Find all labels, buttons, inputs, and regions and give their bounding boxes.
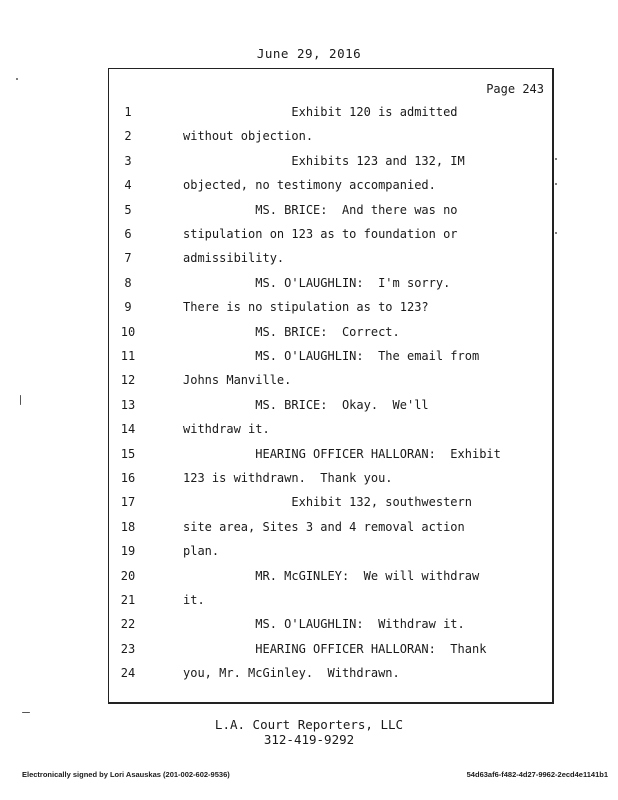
line-text: There is no stipulation as to 123? — [183, 300, 429, 315]
line-text: 123 is withdrawn. Thank you. — [183, 471, 393, 485]
line-number: 10 — [120, 324, 136, 339]
transcript-line — [109, 492, 555, 512]
transcript-line — [109, 395, 555, 415]
transcript-line — [109, 126, 555, 146]
line-number: 20 — [120, 568, 136, 583]
court-reporter-company: L.A. Court Reporters, LLC — [214, 717, 404, 732]
transcript-line — [109, 346, 555, 366]
line-number: 14 — [120, 422, 136, 437]
page-number: Page 243 — [486, 82, 544, 96]
line-text: MR. McGINLEY: We will withdraw — [183, 568, 480, 583]
transcript-line — [109, 175, 555, 195]
line-number: 13 — [120, 397, 136, 412]
scan-speck — [20, 395, 21, 405]
transcript-line — [109, 322, 555, 342]
line-text: Johns Manville. — [183, 373, 292, 388]
line-number: 9 — [124, 300, 132, 315]
transcript-line — [109, 273, 555, 293]
transcript-line — [109, 370, 555, 390]
line-number: 21 — [120, 593, 136, 607]
line-text: you, Mr. McGinley. Withdrawn. — [183, 666, 400, 681]
line-text: Exhibits 123 and 132, IM — [183, 153, 465, 168]
transcript-line — [109, 248, 555, 268]
transcript-line — [109, 297, 555, 317]
line-text: Exhibit 120 is admitted — [183, 105, 458, 119]
scan-speck — [555, 158, 557, 160]
transcript-line — [109, 468, 555, 488]
line-text: Exhibit 132, southwestern — [183, 495, 472, 510]
line-text: without objection. — [183, 129, 314, 144]
line-text: MS. O'LAUGHLIN: I'm sorry. — [183, 275, 451, 290]
document-hash: 54d63af6-f482-4d27-9962-2ecd4e1141b1 — [466, 770, 608, 779]
line-text: it. — [183, 593, 205, 607]
line-number: 5 — [124, 202, 132, 217]
transcript-line — [109, 444, 555, 464]
line-number: 16 — [120, 471, 136, 485]
transcript-line — [109, 639, 555, 659]
line-number: 11 — [120, 349, 136, 363]
line-number: 8 — [124, 275, 132, 290]
line-text: MS. O'LAUGHLIN: Withdraw it. — [183, 617, 465, 632]
line-number: 7 — [124, 251, 132, 266]
line-text: HEARING OFFICER HALLORAN: Exhibit — [183, 446, 501, 461]
line-text: MS. BRICE: And there was no — [183, 202, 458, 217]
line-text: admissibility. — [183, 251, 285, 266]
transcript-line — [109, 566, 555, 586]
transcript-line — [109, 614, 555, 634]
line-number: 3 — [124, 153, 132, 168]
scan-speck — [555, 183, 557, 185]
transcript-line — [109, 541, 555, 561]
line-text: plan. — [183, 544, 220, 559]
court-reporter-phone: 312-419-9292 — [263, 732, 355, 747]
line-number: 18 — [120, 519, 136, 534]
line-number: 12 — [120, 373, 136, 388]
line-text: objected, no testimony accompanied. — [183, 178, 436, 193]
line-text: MS. BRICE: Okay. We'll — [183, 397, 429, 412]
transcript-line — [109, 419, 555, 439]
transcript-date: June 29, 2016 — [256, 46, 362, 61]
transcript-line — [109, 151, 555, 171]
transcript-line — [109, 517, 555, 537]
transcript-line — [109, 224, 555, 244]
line-text: HEARING OFFICER HALLORAN: Thank — [183, 641, 487, 656]
line-number: 15 — [120, 446, 136, 461]
line-number: 23 — [120, 641, 136, 656]
transcript-line — [109, 590, 555, 610]
line-number: 19 — [120, 544, 136, 559]
transcript-line — [109, 102, 555, 122]
line-number: 6 — [124, 227, 132, 241]
line-text: site area, Sites 3 and 4 removal action — [183, 519, 465, 534]
line-number: 2 — [124, 129, 132, 144]
electronic-signature: Electronically signed by Lori Asauskas (201-002-602-9536) — [22, 770, 230, 779]
line-number: 1 — [124, 105, 132, 119]
scan-speck — [16, 78, 18, 80]
transcript-page — [108, 68, 554, 704]
line-text: withdraw it. — [183, 422, 270, 437]
transcript-line — [109, 663, 555, 683]
line-text: MS. BRICE: Correct. — [183, 324, 400, 339]
line-number: 17 — [120, 495, 136, 510]
scan-speck — [22, 712, 30, 713]
line-text: MS. O'LAUGHLIN: The email from — [183, 349, 480, 363]
scan-speck — [555, 232, 557, 234]
line-text: stipulation on 123 as to foundation or — [183, 227, 458, 241]
line-number: 22 — [120, 617, 136, 632]
line-number: 24 — [120, 666, 136, 681]
transcript-line — [109, 200, 555, 220]
line-number: 4 — [124, 178, 132, 193]
